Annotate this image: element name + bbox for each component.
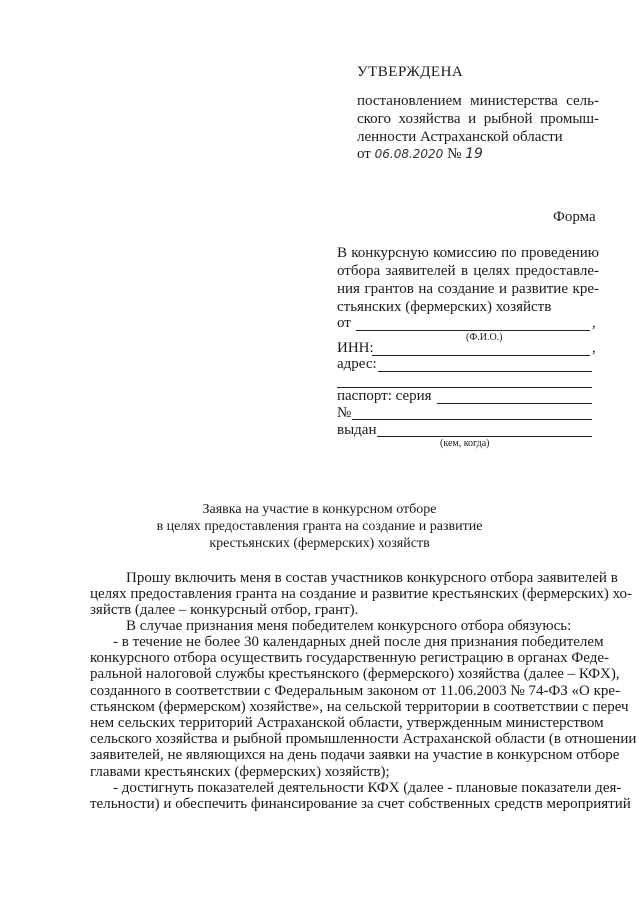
body-line-9: стьянском (фермерском) хозяйстве», на сельской территории в соответствии с переч xyxy=(90,699,629,715)
approval-date-row xyxy=(357,146,483,163)
form-label: Форма xyxy=(553,209,596,225)
passport-series-line xyxy=(437,403,592,404)
approval-from-prefix: от xyxy=(357,146,371,162)
heading-line-2: в целях предоставления гранта на создание и развитие xyxy=(156,519,483,534)
addressee-line-2: отбора заявителей в целях предоставле- xyxy=(337,263,599,279)
handwritten-number: 19 xyxy=(465,146,483,162)
address-field-line xyxy=(378,371,592,372)
addressee-line-1: В конкурсную комиссию по проведению xyxy=(337,245,599,261)
body-line-14: - достигнуть показателей деятельности КФХ (далее - плановые показатели дея- xyxy=(113,780,622,796)
from-label: от xyxy=(337,315,351,331)
inn-comma: , xyxy=(592,340,596,356)
issued-label: выдан xyxy=(337,422,377,438)
approval-number-prefix: № xyxy=(447,146,462,162)
body-line-12: заявителей, не являющихся на день подачи заявки на участие в конкурсном отборе xyxy=(90,747,620,763)
approval-line-3: ленности Астраханской области xyxy=(357,129,563,145)
body-line-5: - в течение не более 30 календарных дней после дня признания победителем xyxy=(113,634,604,650)
body-line-15: тельности) и обеспечить финансирование за счет собственных средств мероприятий xyxy=(90,796,631,812)
body-line-8: созданного в соответствии с Федеральным законом от 11.06.2003 № 74-ФЗ «О кре- xyxy=(90,683,621,699)
body-line-10: нем сельских территорий Астраханской области, утвержденным министерством xyxy=(90,715,604,731)
body-line-11: сельского хозяйства и рыбной промышленности Астраханской области (в отношении xyxy=(90,731,637,747)
inn-field-line xyxy=(372,355,590,356)
approval-line-1: постановлением министерства сель- xyxy=(357,93,599,109)
body-line-7: ральной налоговой службы крестьянского (фермерского) хозяйства (далее – КФХ), xyxy=(90,666,620,682)
body-line-4: В случае признания меня победителем конкурсного отбора обязуюсь: xyxy=(126,618,572,634)
addressee-line-3: ния грантов на создание и развитие кре- xyxy=(337,281,599,297)
handwritten-date: 06.08.2020 xyxy=(374,147,444,161)
approval-title: УТВЕРЖДЕНА xyxy=(357,64,464,80)
body-line-13: главами крестьянских (фермерских) хозяйств); xyxy=(90,764,390,780)
heading-line-1: Заявка на участие в конкурсном отборе xyxy=(202,502,437,517)
heading-line-3: крестьянских (фермерских) хозяйств xyxy=(209,536,430,551)
issued-hint: (кем, когда) xyxy=(440,438,490,449)
approval-line-2: ского хозяйства и рыбной промыш- xyxy=(357,111,599,127)
body-line-6: конкурсного отбора осуществить государственную регистрацию в органах Феде- xyxy=(90,650,610,666)
passport-number-label: № xyxy=(337,405,352,421)
passport-number-line xyxy=(352,419,592,420)
fio-field-line xyxy=(356,330,590,331)
passport-label: паспорт: серия xyxy=(337,388,432,404)
addressee-line-4: стьянских (фермерских) хозяйств xyxy=(337,299,552,315)
inn-label: ИНН: xyxy=(337,340,374,356)
address-label: адрес: xyxy=(337,356,377,372)
issued-field-line xyxy=(377,436,592,437)
body-line-3: зяйств (далее – конкурсный отбор, грант). xyxy=(90,602,359,618)
body-line-1: Прошу включить меня в состав участников конкурсного отбора заявителей в xyxy=(126,570,618,586)
fio-comma: , xyxy=(592,315,596,331)
body-line-2: целях предоставления гранта на создание и развитие крестьянских (фермерских) хо- xyxy=(90,586,632,602)
fio-hint: (Ф.И.О.) xyxy=(466,332,503,343)
